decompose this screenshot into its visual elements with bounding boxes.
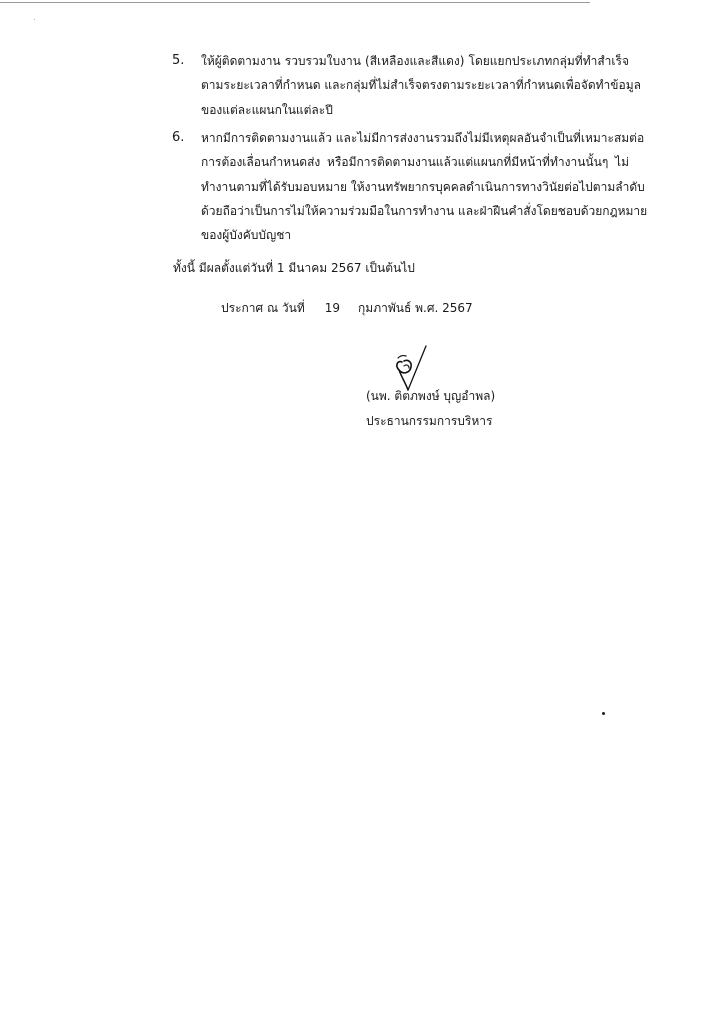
signatory-name: (นพ. ติตภพงษ์ บุญอำพล) (366, 389, 496, 403)
item-line: ให้ผู้ติดตามงาน รวบรวมใบงาน (สีเหลืองและสีแดง) โดยแยกประเภทกลุ่มที่ทำสำเร็จ (201, 54, 629, 68)
scan-speck (34, 19, 35, 20)
item-line: ของผู้บังคับบัญชา (201, 228, 292, 242)
item-line: หากมีการติดตามงานแล้ว และไม่มีการส่งงานรวมถึงไม่มีเหตุผลอันจำเป็นที่เหมาะสมต่อ (201, 131, 645, 145)
item-line: ทำงานตามที่ได้รับมอบหมาย ให้งานทรัพยากรบุคคลดำเนินการทางวินัยต่อไปตามลำดับ (201, 180, 645, 194)
announcement-day: 19 (324, 301, 341, 315)
effective-date-line: ทั้งนี้ มีผลตั้งแต่วันที่ 1 มีนาคม 2567 เป็นต้นไป (173, 261, 415, 275)
item-line: ของแต่ละแผนกในแต่ละปี (201, 103, 333, 117)
announcement-month-year: กุมภาพันธ์ พ.ศ. 2567 (358, 301, 473, 315)
item-number: 5. (172, 53, 185, 68)
item-line: ด้วยถือว่าเป็นการไม่ให้ความร่วมมือในการทำงาน และฝ่าฝืนคำสั่งโดยชอบด้วยกฎหมาย (201, 204, 648, 218)
announcement-date (221, 297, 473, 319)
item-number: 6. (172, 130, 185, 145)
signatory-title: ประธานกรรมการบริหาร (366, 414, 493, 428)
scan-speck (602, 712, 605, 715)
item-line: การต้องเลื่อนกำหนดส่ง หรือมีการติดตามงานแล้วแต่แผนกที่มีหน้าที่ทำงานนั้นๆ ไม่ (201, 155, 629, 169)
item-line: ตามระยะเวลาที่กำหนด และกลุ่มที่ไม่สำเร็จตรงตามระยะเวลาที่กำหนดเพื่อจัดทำข้อมูล (201, 78, 641, 92)
top-rule (0, 2, 590, 3)
announcement-prefix: ประกาศ ณ วันที่ (221, 301, 305, 315)
